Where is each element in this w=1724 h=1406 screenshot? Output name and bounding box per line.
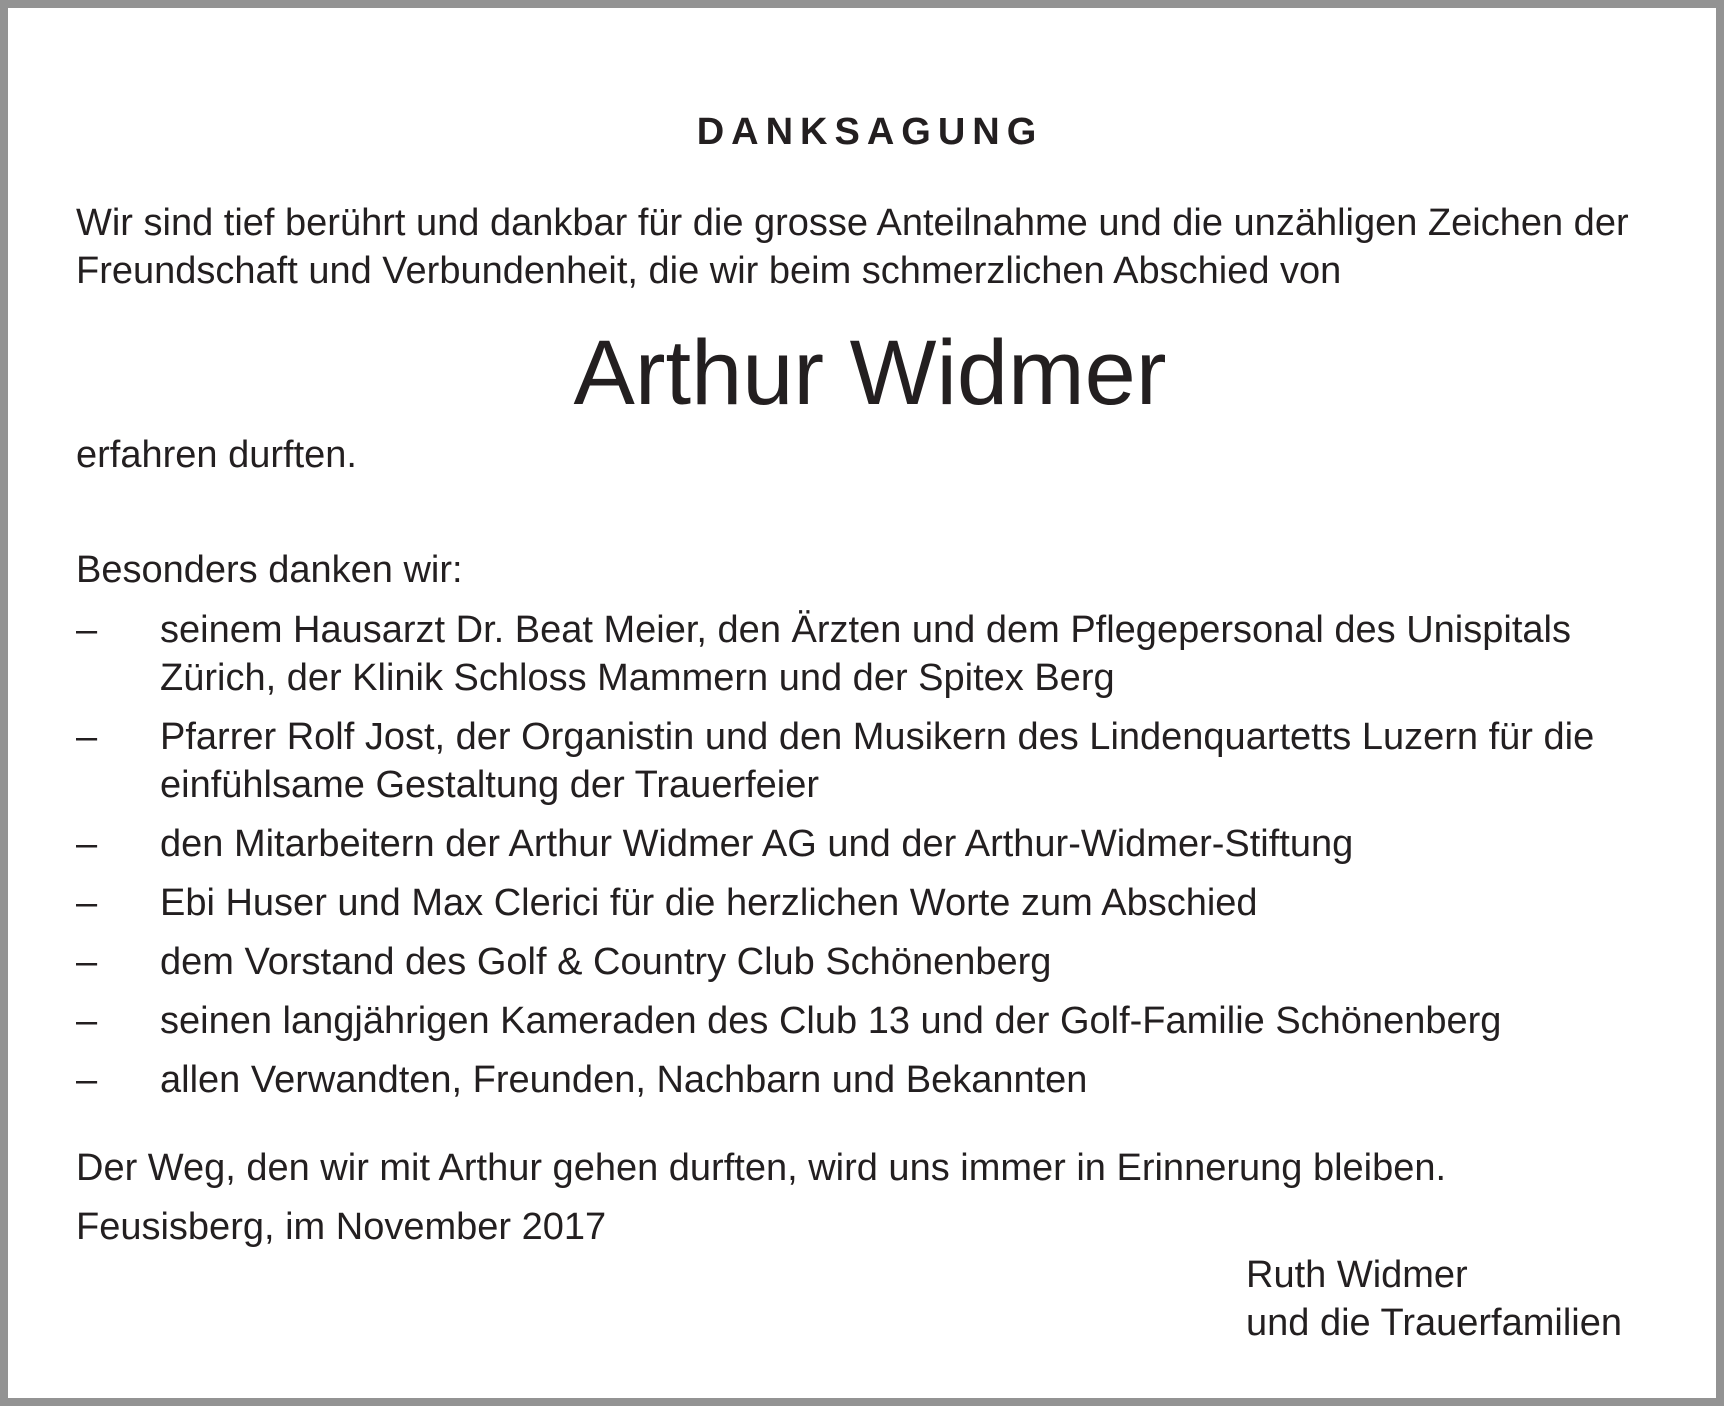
thanks-intro: Besonders danken wir:: [76, 549, 463, 591]
thanks-item-relatives: [76, 1056, 1686, 1104]
thanks-item-golf-board: [76, 938, 1686, 986]
notice-heading: DANKSAGUNG: [696, 111, 1044, 153]
thanks-item-text: Ebi Huser und Max Clerici für die herzlichen Worte zum Abschied: [160, 882, 1258, 924]
closing-sentence: Der Weg, den wir mit Arthur gehen durften, wird uns immer in Erinnerung bleiben.: [76, 1147, 1447, 1189]
place-date: Feusisberg, im November 2017: [76, 1206, 607, 1248]
list-dash: –: [76, 882, 98, 924]
list-dash: –: [76, 941, 98, 983]
thanks-item-employees: [76, 820, 1686, 868]
thanks-item-doctors: [76, 606, 1686, 702]
thanks-item-ceremony: [76, 713, 1686, 809]
after-name-text: erfahren durften.: [76, 434, 357, 476]
signature-name: Ruth Widmer: [1246, 1254, 1468, 1296]
thanks-item-text: Pfarrer Rolf Jost, der Organistin und den Musikern des Lindenquartetts Luzern für die einfühlsame Gestaltung der Trauerfeier: [160, 716, 1595, 806]
deceased-name: Arthur Widmer: [573, 322, 1167, 424]
thanks-item-text: allen Verwandten, Freunden, Nachbarn und Bekannten: [160, 1059, 1088, 1101]
list-dash: –: [76, 609, 98, 651]
signature-block: [1246, 1251, 1622, 1347]
thanks-item-text: seinem Hausarzt Dr. Beat Meier, den Ärzten und dem Pflegepersonal des Unispitals Zürich, der Klinik Schloss Mammern und der Spitex Berg: [160, 609, 1571, 699]
list-dash: –: [76, 716, 98, 758]
list-dash: –: [76, 1059, 98, 1101]
thanks-item-text: seinen langjährigen Kameraden des Club 13 und der Golf-Familie Schönenberg: [160, 1000, 1502, 1042]
signature-family: und die Trauerfamilien: [1246, 1302, 1622, 1344]
thanks-item-comrades: [76, 997, 1686, 1045]
thanks-item-text: den Mitarbeitern der Arthur Widmer AG und der Arthur-Widmer-Stiftung: [160, 823, 1354, 865]
thanks-item-text: dem Vorstand des Golf & Country Club Schönenberg: [160, 941, 1052, 983]
thanks-item-speakers: [76, 879, 1686, 927]
thanks-list: [76, 606, 1686, 1115]
list-dash: –: [76, 1000, 98, 1042]
intro-paragraph: Wir sind tief berührt und dankbar für die grosse Anteilnahme und die unzähligen Zeichen der Freundschaft und Verbundenheit, die wir beim schmerzlichen Abschied von: [76, 202, 1629, 292]
list-dash: –: [76, 823, 98, 865]
